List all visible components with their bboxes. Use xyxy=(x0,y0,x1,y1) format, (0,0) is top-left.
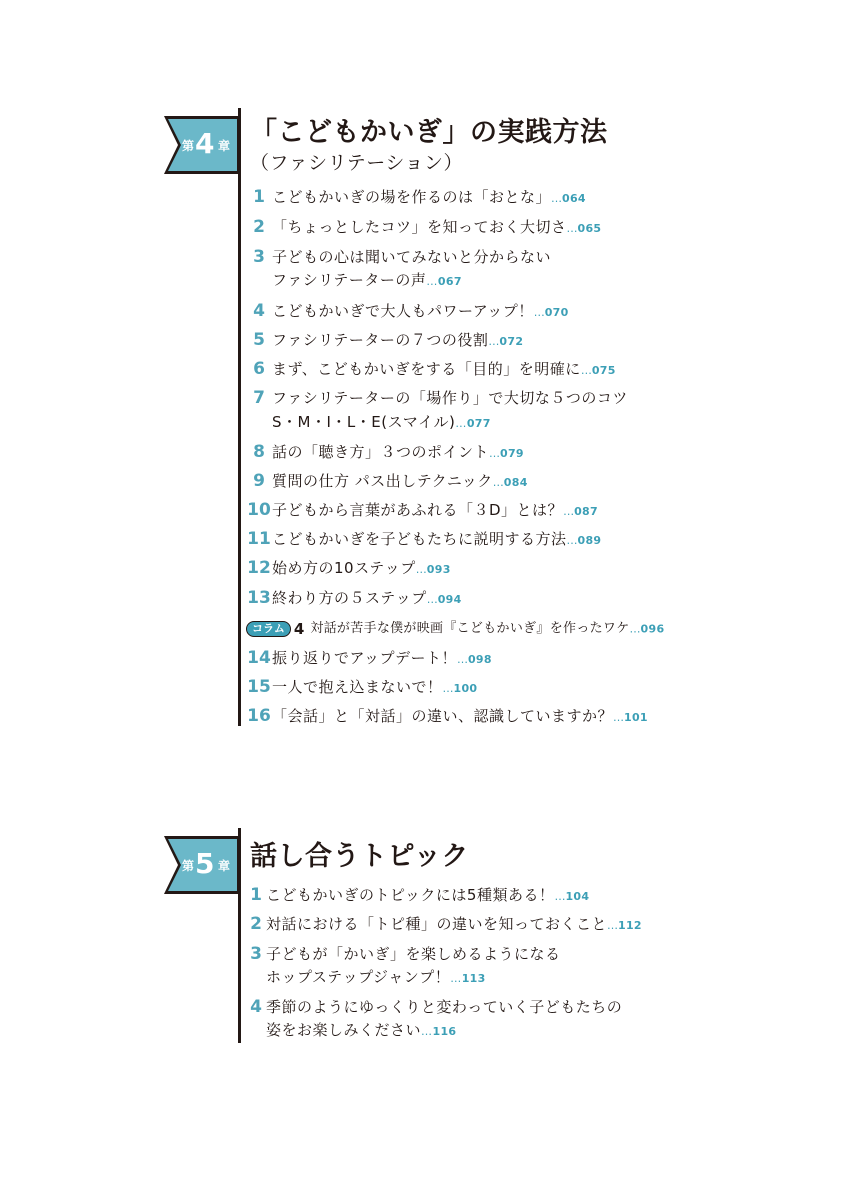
entry-number: 2 xyxy=(253,217,265,237)
toc-entry-4-7[interactable] xyxy=(246,389,628,407)
entry-page: 098 xyxy=(467,653,492,666)
entry-page: 089 xyxy=(577,534,602,547)
entry-title: ファシリテーターの「場作り」で大切な５つのコツ xyxy=(272,389,628,407)
leader-dots: … xyxy=(551,192,563,205)
entry-page: 100 xyxy=(453,682,478,695)
toc-entry-5-2[interactable] xyxy=(246,915,642,935)
entry-page: 064 xyxy=(562,192,586,205)
leader-dots: … xyxy=(580,364,592,377)
entry-number: 9 xyxy=(253,471,265,491)
entry-title: 始め方の10ステップ xyxy=(272,559,416,577)
entry-page: 084 xyxy=(503,476,528,489)
toc-entry-4-13[interactable] xyxy=(246,589,462,609)
chapter-5-badge-suffix: 章 xyxy=(218,859,231,873)
entry-number: 13 xyxy=(247,588,271,608)
entry-number: 2 xyxy=(250,914,262,934)
toc-entry-4-11[interactable] xyxy=(246,530,601,550)
entry-title-continued: ホップステップジャンプ！ xyxy=(266,968,451,986)
column-badge: コラム xyxy=(246,621,291,637)
entry-title: こどもかいぎで大人もパワーアップ！ xyxy=(272,302,534,320)
leader-dots: … xyxy=(613,711,625,724)
entry-title: こどもかいぎを子どもたちに説明する方法 xyxy=(272,530,567,548)
entry-page: 070 xyxy=(544,306,569,319)
toc-entry-4-10[interactable] xyxy=(246,501,598,521)
entry-page: 104 xyxy=(565,890,590,903)
chapter-4-subtitle: （ファシリテーション） xyxy=(250,152,463,174)
entry-page: 067 xyxy=(437,275,462,288)
toc-entry-4-16[interactable] xyxy=(246,707,648,727)
entry-number: 8 xyxy=(253,442,265,462)
entry-title: まず、こどもかいぎをする「目的」を明確に xyxy=(272,360,581,378)
column-number: 4 xyxy=(293,620,305,638)
entry-page: 112 xyxy=(618,919,642,932)
toc-entry-4-12[interactable] xyxy=(246,559,451,579)
toc-entry-4-14[interactable] xyxy=(246,649,492,669)
chapter-5-badge xyxy=(164,836,240,894)
entry-title: こどもかいぎの場を作るのは「おとな」 xyxy=(272,188,552,206)
toc-entry-4-4[interactable] xyxy=(246,302,569,322)
toc-entry-4-7-line2[interactable] xyxy=(272,413,491,433)
leader-dots: … xyxy=(455,417,467,430)
entry-title: 子どもの心は聞いてみないと分からない xyxy=(272,248,552,266)
entry-page: 094 xyxy=(437,593,462,606)
entry-number: 12 xyxy=(247,558,271,578)
entry-title: 子どもから言葉があふれる「３D」とは？ xyxy=(272,501,564,519)
toc-entry-4-2[interactable] xyxy=(246,218,601,238)
leader-dots: … xyxy=(421,1025,433,1038)
chapter-5-badge-prefix: 第 xyxy=(182,859,195,873)
entry-title: 「会話」と「対話」の違い、認識していますか？ xyxy=(272,707,614,725)
toc-entry-5-1[interactable] xyxy=(246,886,589,906)
toc-entry-4-9[interactable] xyxy=(246,472,528,492)
toc-entry-5-4-line2[interactable] xyxy=(266,1021,456,1041)
entry-page: 065 xyxy=(577,222,602,235)
column-page: 096 xyxy=(640,622,665,636)
toc-entry-4-15[interactable] xyxy=(246,678,477,698)
entry-number: 4 xyxy=(250,997,262,1017)
entry-title: 一人で抱え込まないで！ xyxy=(272,678,443,696)
entry-title: 子どもが「かいぎ」を楽しめるようになる xyxy=(266,945,561,963)
entry-number: 7 xyxy=(253,388,265,408)
entry-page: 079 xyxy=(500,447,524,460)
leader-dots: … xyxy=(533,306,545,319)
toc-entry-4-6[interactable] xyxy=(246,360,616,380)
leader-dots: … xyxy=(415,563,427,576)
entry-title-continued: ファシリテーターの声 xyxy=(272,271,427,289)
chapter-5-title: 話し合うトピック xyxy=(250,841,469,872)
entry-page: 101 xyxy=(624,711,648,724)
chapter-4-badge xyxy=(164,116,240,174)
entry-page: 075 xyxy=(591,364,616,377)
entry-number: 15 xyxy=(247,677,271,697)
entry-number: 6 xyxy=(253,359,265,379)
entry-title: 「ちょっとしたコツ」を知っておく大切さ xyxy=(272,218,567,236)
chapter-4-badge-number: 4 xyxy=(195,127,215,160)
toc-entry-4-3[interactable] xyxy=(246,248,551,266)
entry-title: 振り返りでアップデート！ xyxy=(272,649,457,667)
entry-number: 1 xyxy=(250,885,262,905)
entry-page: 113 xyxy=(461,972,486,985)
leader-dots: … xyxy=(566,534,578,547)
toc-entry-4-1[interactable] xyxy=(246,188,586,208)
toc-entry-5-4[interactable] xyxy=(246,998,622,1016)
toc-entry-5-3[interactable] xyxy=(246,945,561,963)
leader-dots: … xyxy=(607,919,619,932)
entry-number: 3 xyxy=(253,247,265,267)
leader-dots: … xyxy=(554,890,566,903)
leader-dots: … xyxy=(426,593,438,606)
toc-entry-4-8[interactable] xyxy=(246,443,524,463)
chapter-4-rule xyxy=(238,108,241,726)
entry-number: 4 xyxy=(253,301,265,321)
entry-title: 質問の仕方 パス出しテクニック xyxy=(272,472,493,490)
leader-dots: … xyxy=(629,622,641,636)
toc-entry-5-3-line2[interactable] xyxy=(266,968,486,988)
entry-title: 終わり方の５ステップ xyxy=(272,589,427,607)
leader-dots: … xyxy=(456,653,468,666)
entry-title: ファシリテーターの７つの役割 xyxy=(272,331,489,349)
entry-page: 077 xyxy=(466,417,491,430)
chapter-4-title: 「こどもかいぎ」の実践方法 xyxy=(250,117,608,148)
leader-dots: … xyxy=(492,476,504,489)
column-entry-4[interactable] xyxy=(246,620,664,639)
entry-page: 093 xyxy=(426,563,451,576)
entry-number: 1 xyxy=(253,187,265,207)
leader-dots: … xyxy=(566,222,578,235)
leader-dots: … xyxy=(563,505,575,518)
entry-page: 087 xyxy=(574,505,598,518)
chapter-5-badge-number: 5 xyxy=(195,847,215,880)
entry-page: 116 xyxy=(432,1025,457,1038)
leader-dots: … xyxy=(442,682,454,695)
entry-title-continued: S・M・I・L・E(スマイル) xyxy=(272,413,456,431)
entry-number: 16 xyxy=(247,706,271,726)
leader-dots: … xyxy=(488,335,500,348)
entry-number: 3 xyxy=(250,944,262,964)
entry-title: 話の「聴き方」３つのポイント xyxy=(272,443,490,461)
entry-page: 072 xyxy=(499,335,524,348)
entry-number: 10 xyxy=(247,500,271,520)
chapter-4-badge-prefix: 第 xyxy=(182,139,195,153)
column-title: 対話が苦手な僕が映画『こどもかいぎ』を作ったワケ xyxy=(310,621,630,636)
toc-entry-4-3-line2[interactable] xyxy=(272,271,462,291)
entry-title: こどもかいぎのトピックには5種類ある！ xyxy=(266,886,555,904)
leader-dots: … xyxy=(489,447,501,460)
entry-title: 対話における「トピ種」の違いを知っておくこと xyxy=(266,915,608,933)
entry-title-continued: 姿をお楽しみください xyxy=(266,1021,422,1039)
toc-entry-4-5[interactable] xyxy=(246,331,523,351)
entry-number: 5 xyxy=(253,330,265,350)
entry-title: 季節のようにゆっくりと変わっていく子どもたちの xyxy=(266,998,623,1016)
entry-number: 14 xyxy=(247,648,271,668)
chapter-4-badge-suffix: 章 xyxy=(218,139,231,153)
leader-dots: … xyxy=(426,275,438,288)
leader-dots: … xyxy=(450,972,462,985)
entry-number: 11 xyxy=(247,529,271,549)
